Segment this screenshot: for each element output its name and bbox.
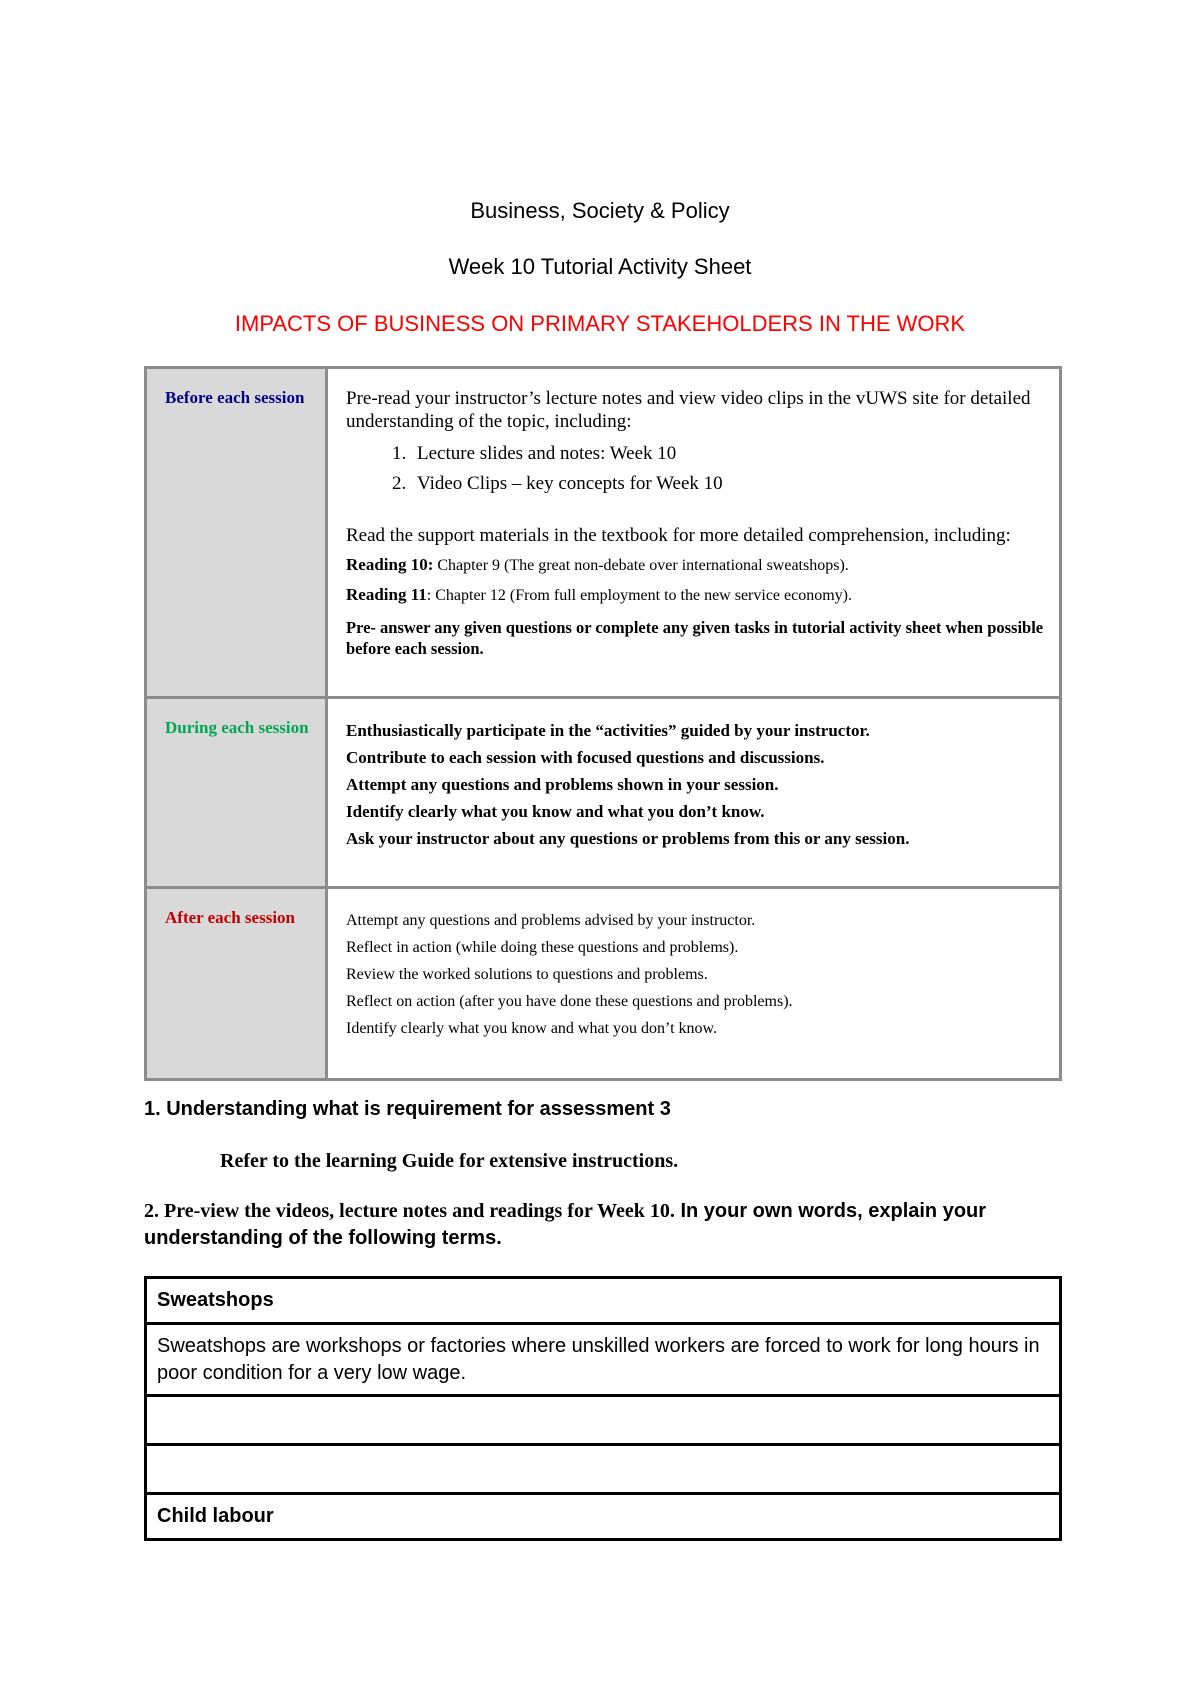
list-item: 1. Lecture slides and notes: Week 10 <box>411 439 1049 469</box>
child-labour-label: Child labour <box>146 1494 1061 1540</box>
during-line: Attempt any questions and problems shown in your session. <box>346 775 779 794</box>
table-row-during <box>146 698 1061 888</box>
session-table <box>144 366 1062 1081</box>
question-2-part2: In your own words, explain your understanding of the following terms. <box>144 1200 987 1249</box>
during-line: Identify clearly what you know and what you don’t know. <box>346 802 765 821</box>
table-row <box>146 1278 1061 1324</box>
pre-answer-note: Pre- answer any given questions or complete any given tasks in tutorial activity sheet when possible before each session. <box>346 618 1044 658</box>
sweatshops-answer[interactable]: Sweatshops are workshops or factories where unskilled workers are forced to work for long hours in poor condition for a very low wage. <box>146 1324 1061 1396</box>
after-label: After each session <box>146 888 327 1080</box>
document-title: Business, Society & Policy <box>470 198 730 223</box>
sweatshops-label: Sweatshops <box>146 1278 1061 1324</box>
before-content <box>327 368 1061 698</box>
support-materials: Read the support materials in the textbook for more detailed comprehension, including: <box>346 525 1011 546</box>
section-heading: IMPACTS OF BUSINESS ON PRIMARY STAKEHOLDERS IN THE WORK <box>234 311 966 336</box>
table-row <box>146 1494 1061 1540</box>
document-subtitle: Week 10 Tutorial Activity Sheet <box>448 254 752 279</box>
during-line: Contribute to each session with focused questions and discussions. <box>346 748 825 767</box>
after-line: Identify clearly what you know and what you don’t know. <box>346 1020 718 1037</box>
during-line: Enthusiastically participate in the “activities” guided by your instructor. <box>346 721 870 740</box>
reading-11 <box>346 584 1049 607</box>
reading-10 <box>346 554 1049 577</box>
during-line: Ask your instructor about any questions or problems from this or any session. <box>346 829 910 848</box>
empty-answer-cell[interactable] <box>146 1445 1061 1494</box>
terms-table <box>144 1276 1062 1541</box>
reading-10-label: Reading 10: <box>346 555 434 574</box>
table-row-before <box>146 368 1061 698</box>
question-1: 1. Understanding what is requirement for assessment 3 <box>144 1098 671 1120</box>
list-item: 2. Video Clips – key concepts for Week 10 <box>411 469 1049 499</box>
reading-11-text: : Chapter 12 (From full employment to the new service economy). <box>426 587 853 604</box>
after-content <box>327 888 1061 1080</box>
before-label: Before each session <box>146 368 327 698</box>
during-content <box>327 698 1061 888</box>
after-line: Review the worked solutions to questions and problems. <box>346 966 708 983</box>
table-row <box>146 1445 1061 1494</box>
question-2 <box>144 1198 1074 1252</box>
after-line: Reflect in action (while doing these questions and problems). <box>346 939 739 956</box>
question-1-note: Refer to the learning Guide for extensive instructions. <box>220 1150 679 1172</box>
table-row-after <box>146 888 1061 1080</box>
during-label: During each session <box>146 698 327 888</box>
reading-11-label: Reading 11 <box>346 585 427 604</box>
before-list <box>346 439 1049 499</box>
table-row <box>146 1396 1061 1445</box>
before-intro: Pre-read your instructor’s lecture notes and view video clips in the vUWS site for detailed understanding of the topic, including: <box>346 388 1031 432</box>
after-line: Reflect on action (after you have done these questions and problems). <box>346 993 793 1010</box>
question-2-part1: 2. Pre-view the videos, lecture notes and readings for Week 10. <box>144 1200 675 1222</box>
reading-10-text: Chapter 9 (The great non-debate over international sweatshops). <box>433 557 849 574</box>
empty-answer-cell[interactable] <box>146 1396 1061 1445</box>
after-line: Attempt any questions and problems advised by your instructor. <box>346 912 756 929</box>
table-row <box>146 1324 1061 1396</box>
